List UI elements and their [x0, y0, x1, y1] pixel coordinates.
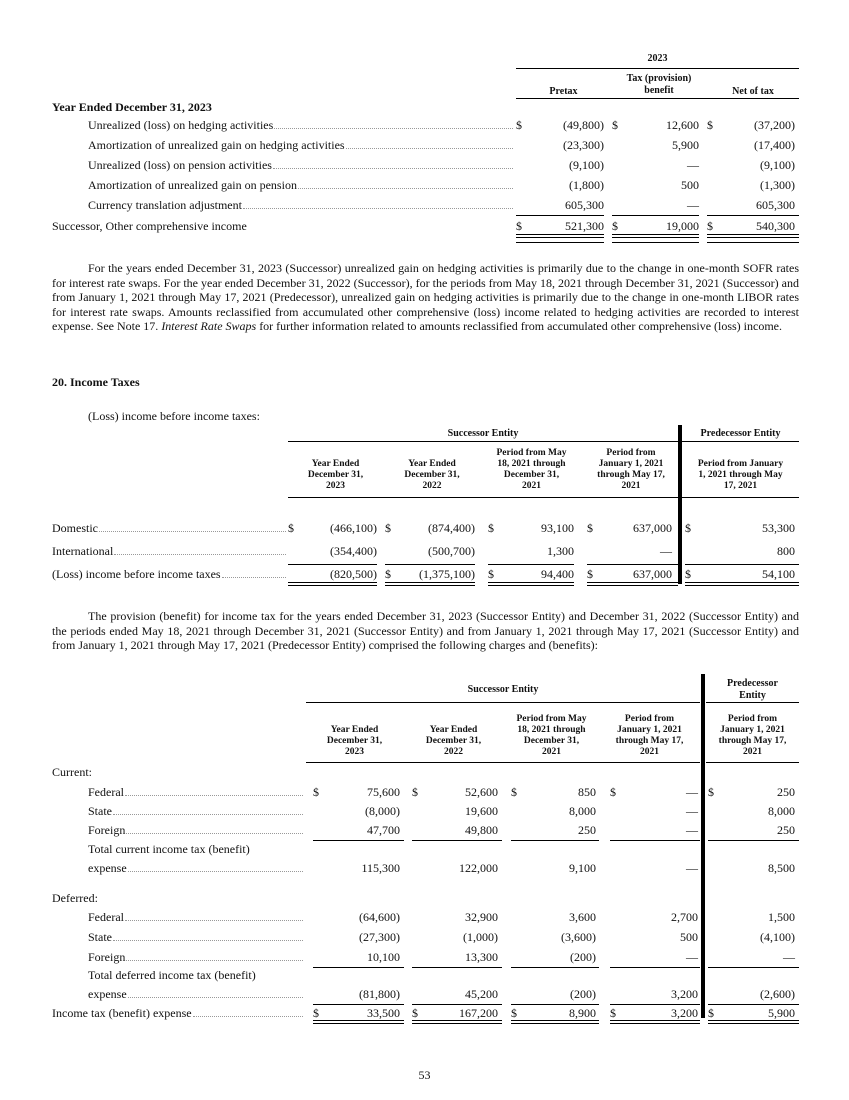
- currency-symbol: $: [685, 567, 691, 581]
- currency-symbol: $: [385, 567, 391, 581]
- tax-total-label-text: Income tax (benefit) expense: [52, 1006, 192, 1020]
- current-total-label-1: Total current income tax (benefit): [88, 842, 250, 856]
- tax-value: —: [783, 950, 795, 964]
- oci-row-label-text: Amortization of unrealized gain on hedging activities: [88, 138, 345, 152]
- tax-total-value: 8,900: [569, 1006, 596, 1020]
- currency-symbol: $: [610, 1006, 616, 1020]
- income-row-label: [52, 521, 286, 536]
- oci-row-tax: 5,900: [672, 138, 699, 152]
- col-header-line: Year Ended: [429, 725, 478, 735]
- tax-row-label: [88, 910, 303, 925]
- oci-year-header: 2023: [647, 53, 668, 64]
- income-value: 53,300: [762, 521, 795, 535]
- tax-value: —: [686, 804, 698, 818]
- currency-symbol: $: [587, 521, 593, 535]
- oci-row-label-text: Currency translation adjustment: [88, 198, 242, 212]
- col-header-line: Period from May: [516, 714, 587, 724]
- currency-symbol: $: [412, 785, 418, 799]
- tax-value: (64,600): [359, 910, 400, 924]
- income-row-label-text: Domestic: [52, 521, 98, 535]
- col-header-line: Period from May: [496, 448, 567, 458]
- currency-symbol: $: [708, 1006, 714, 1020]
- tax-value: —: [686, 785, 698, 799]
- tax-row-label: [88, 823, 303, 838]
- col-header-line: 2022: [444, 747, 463, 757]
- col-header-line: 1, 2021 through May: [698, 470, 783, 480]
- oci-row-pretax: (9,100): [569, 158, 604, 172]
- col-header-line: Year Ended: [408, 459, 456, 469]
- income-value: (874,400): [428, 521, 475, 535]
- tax-value: 32,900: [465, 910, 498, 924]
- income-total-value: (820,500): [330, 567, 377, 581]
- tax-value: 47,700: [367, 823, 400, 837]
- income-total-value: 637,000: [633, 567, 672, 581]
- tax-total-value: 167,200: [459, 1006, 498, 1020]
- income-total-value: 54,100: [762, 567, 795, 581]
- income-value: (354,400): [330, 544, 377, 558]
- tax-row-label-text: Foreign: [88, 950, 126, 964]
- tax-total-value: 3,200: [671, 1006, 698, 1020]
- oci-row-tax: 12,600: [666, 118, 699, 132]
- currency-symbol: $: [313, 1006, 319, 1020]
- col-header-line: 18, 2021 through: [517, 725, 586, 735]
- col-header-line: through May 17,: [615, 736, 684, 746]
- currency-symbol: $: [685, 521, 691, 535]
- col-header-line: 2021: [640, 747, 659, 757]
- income-row-label-text: International: [52, 544, 114, 558]
- oci-row-net: 605,300: [756, 198, 795, 212]
- tax-row-label-text: State: [88, 804, 112, 818]
- currency-symbol: $: [511, 785, 517, 799]
- tax-value: (27,300): [359, 930, 400, 944]
- tax-value: (200): [570, 987, 596, 1001]
- oci-col-pretax: Pretax: [549, 86, 578, 97]
- col-header-line: through May 17,: [597, 470, 665, 480]
- tax-value: 1,500: [768, 910, 795, 924]
- currency-symbol: $: [488, 521, 494, 535]
- predecessor-header: Predecessor Entity: [700, 428, 781, 439]
- income-total-value: (1,375,100): [419, 567, 475, 581]
- currency-symbol: $: [412, 1006, 418, 1020]
- tax-value: —: [686, 861, 698, 875]
- oci-row-tax: —: [687, 158, 699, 172]
- currency-symbol: $: [708, 785, 714, 799]
- current-total-label-2-text: expense: [88, 861, 127, 875]
- oci-total-net: 540,300: [756, 219, 795, 233]
- col-header-line: December 31,: [503, 470, 560, 480]
- oci-row-net: (37,200): [754, 118, 795, 132]
- tax-value: 2,700: [671, 910, 698, 924]
- tax-value: (81,800): [359, 987, 400, 1001]
- income-value: 1,300: [547, 544, 574, 558]
- income-total-value: 94,400: [541, 567, 574, 581]
- oci-col-tax-2: benefit: [644, 85, 674, 96]
- oci-section-label: Year Ended December 31, 2023: [52, 100, 212, 114]
- oci-row-net: (1,300): [760, 178, 795, 192]
- tax-value: 3,200: [671, 987, 698, 1001]
- oci-row-label: [88, 198, 513, 213]
- currency-symbol: $: [385, 521, 391, 535]
- currency-symbol: $: [610, 785, 616, 799]
- tax-value: 8,000: [569, 804, 596, 818]
- oci-row-label: [88, 118, 513, 133]
- income-total-label-text: (Loss) income before income taxes: [52, 567, 221, 581]
- currency-symbol: $: [587, 567, 593, 581]
- currency-symbol: $: [516, 118, 522, 132]
- oci-total-pretax: 521,300: [565, 219, 604, 233]
- oci-row-label: [88, 158, 513, 173]
- tax-value: 850: [578, 785, 596, 799]
- oci-row-label: [88, 178, 513, 193]
- col-header-line: 2021: [542, 747, 561, 757]
- col-header-line: Period from: [727, 714, 778, 724]
- oci-row-pretax: (23,300): [563, 138, 604, 152]
- col-header-line: December 31,: [425, 736, 482, 746]
- col-header-line: Year Ended: [311, 459, 360, 469]
- current-label: Current:: [52, 765, 92, 779]
- col-header-line: January 1, 2021: [720, 725, 785, 735]
- deferred-total-label-2-text: expense: [88, 987, 127, 1001]
- tax-value: 75,600: [367, 785, 400, 799]
- col-header-line: through May 17,: [718, 736, 787, 746]
- income-subheading: (Loss) income before income taxes:: [88, 409, 260, 423]
- tax-value: —: [686, 950, 698, 964]
- oci-row-label: [88, 138, 513, 153]
- tax-total-value: 33,500: [367, 1006, 400, 1020]
- predecessor-header-2: Predecessor Entity: [727, 678, 778, 701]
- col-header-line: January 1, 2021: [598, 459, 664, 469]
- col-header-line: Period from January: [697, 459, 784, 469]
- col-header-line: January 1, 2021: [617, 725, 682, 735]
- tax-value: 8,500: [768, 861, 795, 875]
- tax-value: 9,100: [569, 861, 596, 875]
- income-value: (466,100): [330, 521, 377, 535]
- oci-row-pretax: (1,800): [569, 178, 604, 192]
- income-row-label: [52, 544, 286, 559]
- income-total-label: [52, 567, 286, 582]
- currency-symbol: $: [511, 1006, 517, 1020]
- income-value: 800: [777, 544, 795, 558]
- tax-value: 115,300: [361, 861, 400, 875]
- deferred-total-label-1: Total deferred income tax (benefit): [88, 968, 256, 982]
- tax-value: (2,600): [760, 987, 795, 1001]
- oci-row-tax: —: [687, 198, 699, 212]
- oci-col-net: Net of tax: [732, 86, 774, 97]
- oci-total-label: Successor, Other comprehensive income: [52, 219, 247, 233]
- oci-row-label-text: Unrealized (loss) on pension activities: [88, 158, 272, 172]
- col-header-line: 18, 2021 through: [497, 459, 566, 469]
- col-header-line: 2022: [422, 481, 442, 491]
- currency-symbol: $: [707, 118, 713, 132]
- tax-value: (3,600): [561, 930, 596, 944]
- tax-row-label-text: Federal: [88, 785, 124, 799]
- successor-header-2: Successor Entity: [467, 684, 539, 695]
- tax-row-label-text: Federal: [88, 910, 124, 924]
- tax-value: 45,200: [465, 987, 498, 1001]
- tax-value: 500: [680, 930, 698, 944]
- successor-header: Successor Entity: [447, 428, 519, 439]
- col-header-line: December 31,: [404, 470, 460, 480]
- oci-row-tax: 500: [681, 178, 699, 192]
- tax-value: 10,100: [367, 950, 400, 964]
- col-header-line: Period from: [624, 714, 675, 724]
- col-header-line: 2023: [345, 747, 364, 757]
- income-value: —: [660, 544, 672, 558]
- tax-row-label: [88, 950, 303, 965]
- currency-symbol: $: [707, 219, 713, 233]
- tax-value: 49,800: [465, 823, 498, 837]
- section-heading: 20. Income Taxes: [52, 375, 140, 389]
- tax-value: —: [686, 823, 698, 837]
- tax-value: 250: [777, 785, 795, 799]
- oci-total-tax: 19,000: [666, 219, 699, 233]
- tax-row-label-text: Foreign: [88, 823, 126, 837]
- current-total-label-2: [88, 861, 303, 876]
- deferred-total-label-2: [88, 987, 303, 1002]
- col-header-line: Period from: [606, 448, 656, 458]
- tax-value: (1,000): [463, 930, 498, 944]
- currency-symbol: $: [612, 118, 618, 132]
- oci-row-pretax: (49,800): [563, 118, 604, 132]
- oci-row-label-text: Amortization of unrealized gain on pension: [88, 178, 297, 192]
- tax-value: 52,600: [465, 785, 498, 799]
- currency-symbol: $: [288, 521, 294, 535]
- tax-value: 250: [777, 823, 795, 837]
- hedging-paragraph: For the years ended December 31, 2023 (Successor) unrealized gain on hedging activities is primarily due to the change in one-month SOFR rates for interest rate swaps. For the year ended December 31, 2022 (Successor), for the periods from May 18, 2021 through December 31, 2021 (Successor) and from January 1, 2021 through May 17, 2021 (Predecessor), unrealized gain on hedging activities is primarily due to the change in one-month LIBOR rates for interest rate swaps. Amounts reclassified from accumulated other comprehensive (loss) income related to hedging activities are recorded to interest expense. See Note 17. Interest Rate Swaps for further information related to amounts reclassified from accumulated other comprehensive (loss) income.: [52, 261, 799, 333]
- tax-row-label-text: State: [88, 930, 112, 944]
- col-header-line: 2021: [621, 481, 641, 491]
- tax-row-label: [88, 785, 303, 800]
- income-value: 93,100: [541, 521, 574, 535]
- oci-row-pretax: 605,300: [565, 198, 604, 212]
- oci-row-net: (9,100): [760, 158, 795, 172]
- tax-value: (200): [570, 950, 596, 964]
- provision-paragraph: The provision (benefit) for income tax for the years ended December 31, 2023 (Successor Entity) and December 31, 2022 (Successor Entity) and the periods ended May 18, 2021 through December 31, 2021 (Successor Entity) and from January 1, 2021 through May 17, 2021 (Successor Entity) and from January 1, 2021 through May 17, 2021 (Predecessor Entity) comprised the following charges and (benefits):: [52, 609, 799, 652]
- tax-value: 250: [578, 823, 596, 837]
- tax-value: (8,000): [365, 804, 400, 818]
- col-header-line: 2021: [743, 747, 762, 757]
- col-header-line: 17, 2021: [723, 481, 758, 491]
- page-number: 53: [418, 1068, 431, 1082]
- col-header-line: December 31,: [523, 736, 580, 746]
- currency-symbol: $: [516, 219, 522, 233]
- currency-symbol: $: [612, 219, 618, 233]
- oci-col-tax-1: Tax (provision): [626, 73, 692, 84]
- tax-value: 122,000: [459, 861, 498, 875]
- col-header-line: 2023: [326, 481, 345, 491]
- tax-value: 19,600: [465, 804, 498, 818]
- tax-value: 8,000: [768, 804, 795, 818]
- deferred-label: Deferred:: [52, 891, 98, 905]
- col-header-line: December 31,: [326, 736, 383, 746]
- oci-row-net: (17,400): [754, 138, 795, 152]
- tax-total-label: [52, 1006, 303, 1021]
- income-value: 637,000: [633, 521, 672, 535]
- currency-symbol: $: [488, 567, 494, 581]
- tax-value: 13,300: [465, 950, 498, 964]
- tax-row-label: [88, 930, 303, 945]
- tax-total-value: 5,900: [768, 1006, 795, 1020]
- oci-row-label-text: Unrealized (loss) on hedging activities: [88, 118, 274, 132]
- col-header-line: Year Ended: [330, 725, 379, 735]
- tax-row-label: [88, 804, 303, 819]
- col-header-line: December 31,: [307, 470, 364, 480]
- tax-value: (4,100): [760, 930, 795, 944]
- currency-symbol: $: [313, 785, 319, 799]
- tax-value: 3,600: [569, 910, 596, 924]
- income-value: (500,700): [428, 544, 475, 558]
- col-header-line: 2021: [522, 481, 541, 491]
